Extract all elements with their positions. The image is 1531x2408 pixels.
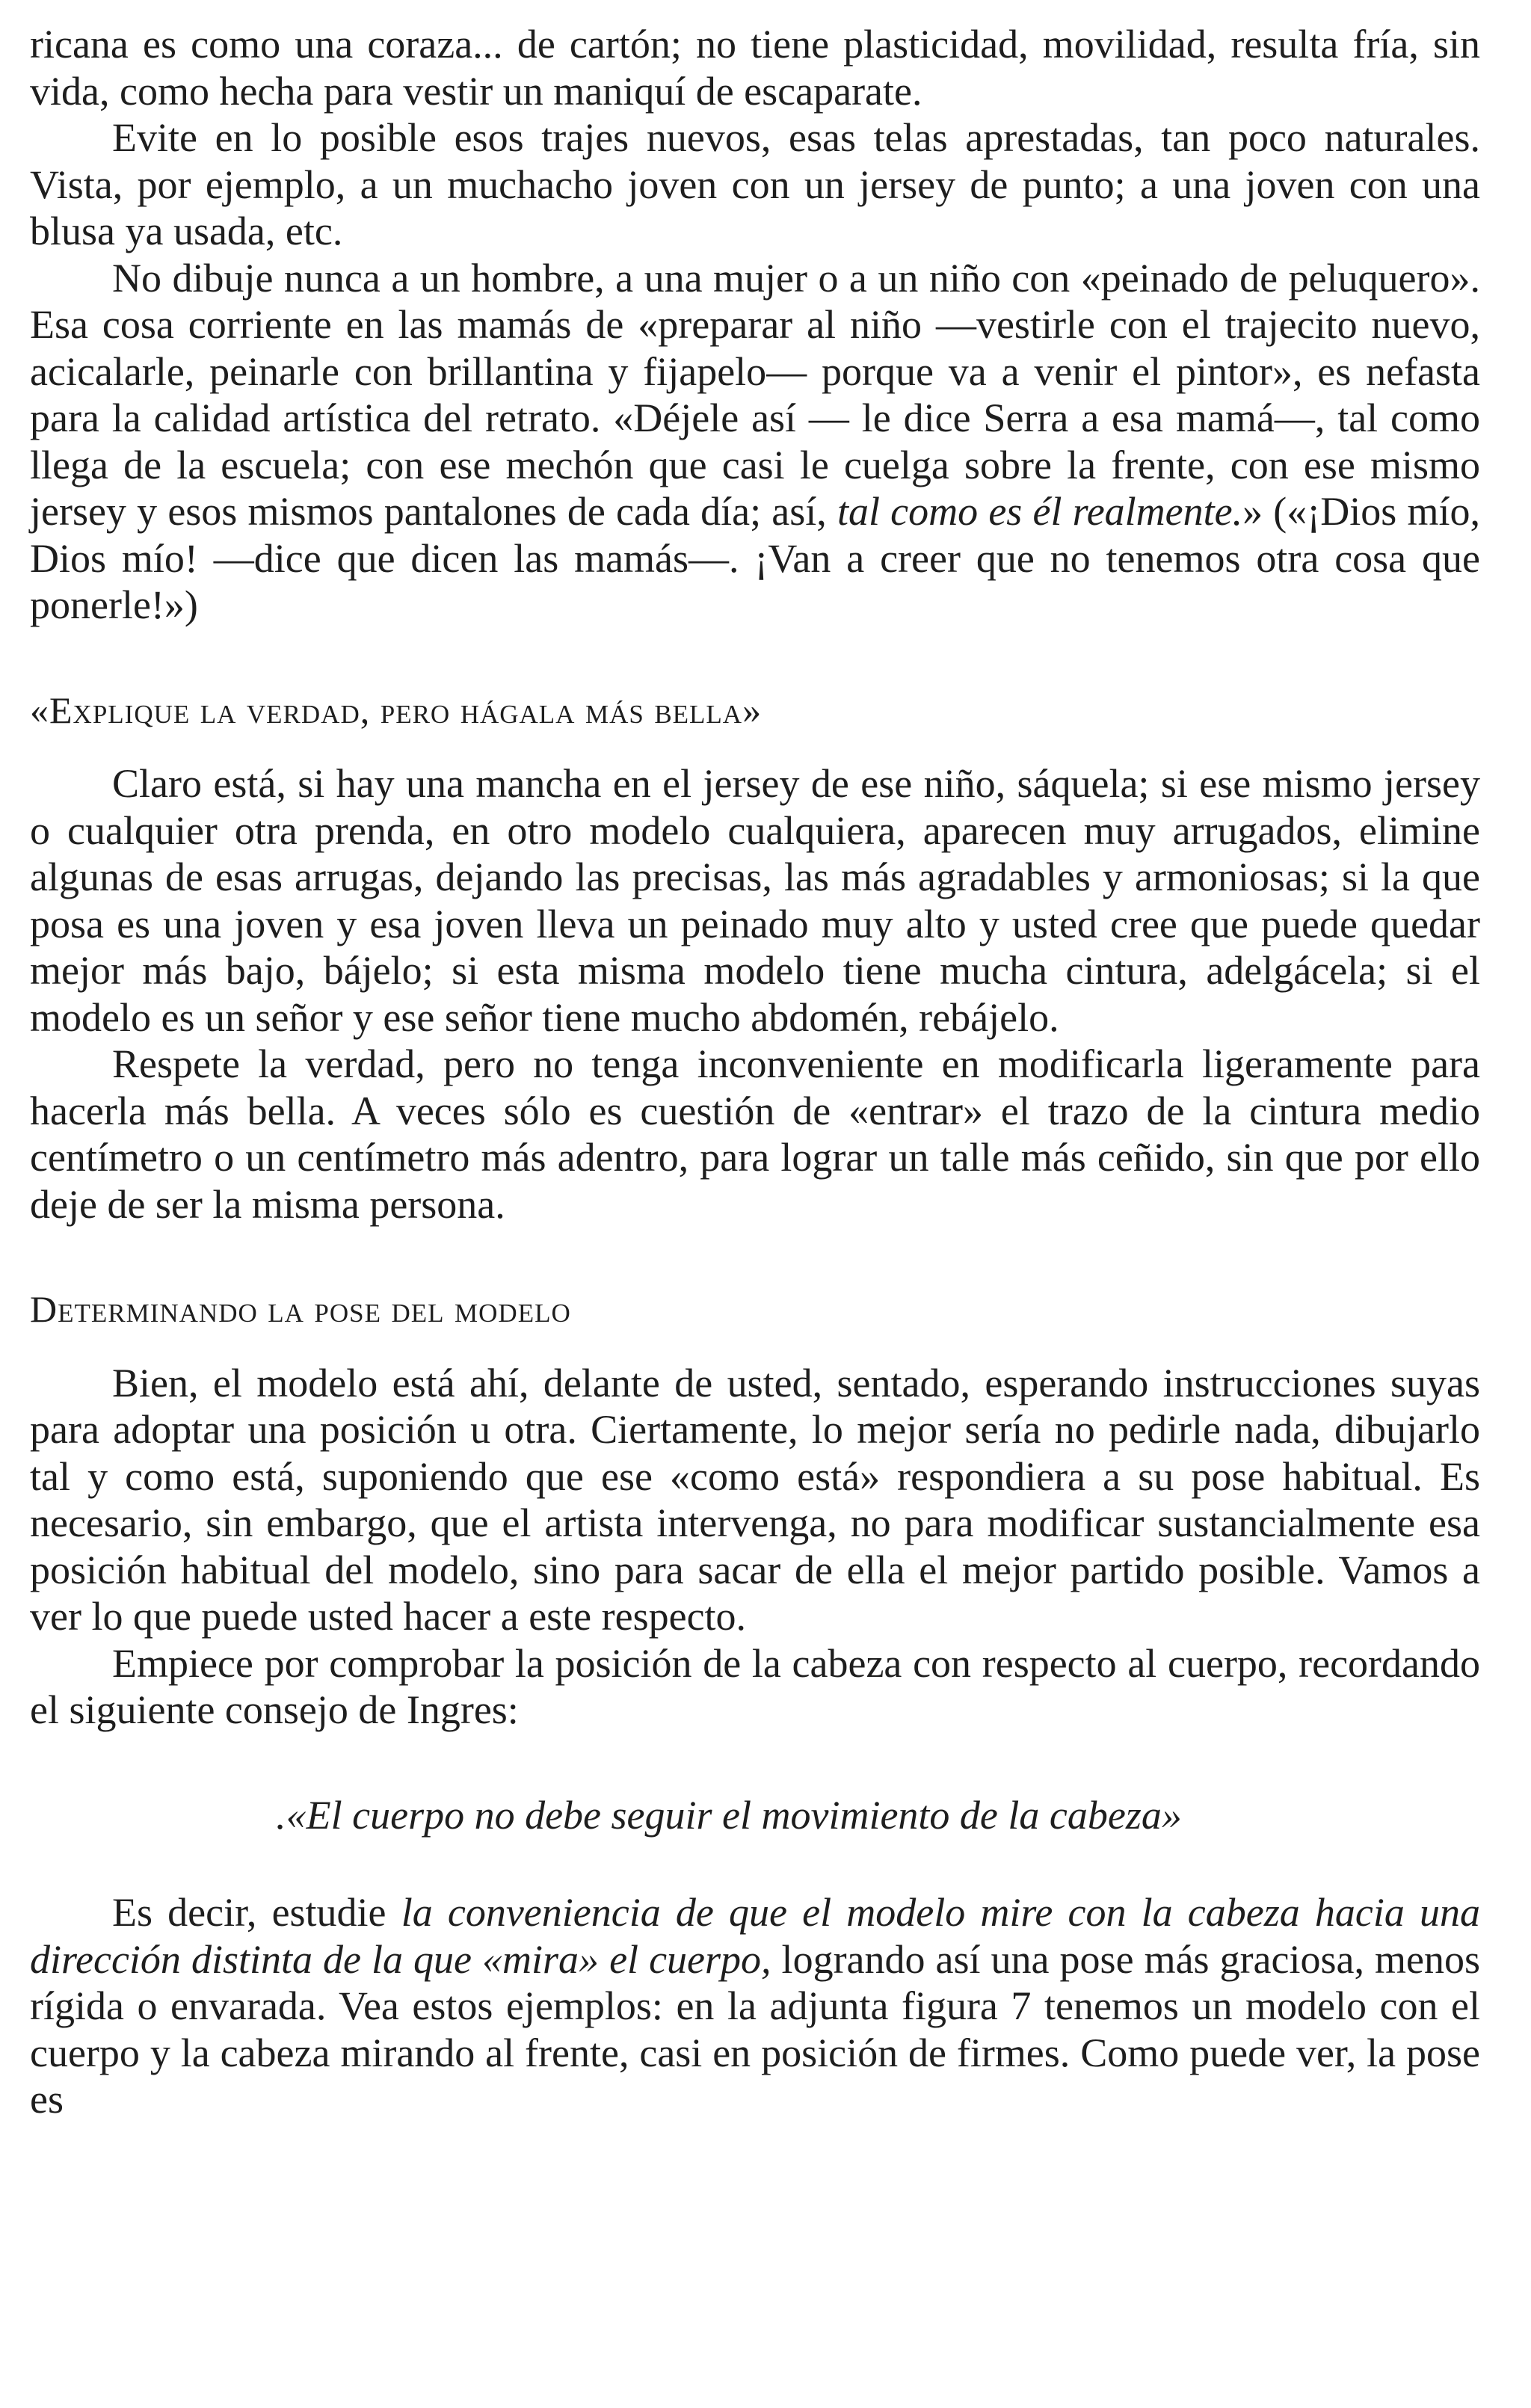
text-block-conclusion [30,1889,1480,2123]
text-run: ricana es como una coraza... de cartón; no tiene plasticidad, movilidad, resulta fría, sin vida, como hecha para vestir un maniquí de escaparate. [30,22,1480,114]
paragraph [30,255,1480,629]
text-block-explique [30,760,1480,1228]
text-run: Es decir, estudie [112,1890,401,1935]
text-run: Claro está, si hay una mancha en el jersey de ese niño, sáquela; si ese mismo jersey o cualquier otra prenda, en otro modelo cualquiera, aparecen muy arrugados, elimine algunas de esas arrugas, dejando las precisas, las más agradables y armoniosas; si la que posa es una joven y esa joven lleva un peinado muy alto y usted cree que puede quedar mejor más bajo, bájelo; si esta misma modelo tiene mucha cintura, adelgácela; si el modelo es un señor y ese señor tiene mucho abdomén, rebájelo. [30,761,1480,1040]
text-block-intro [30,21,1480,629]
paragraph [30,760,1480,1041]
text-run: Respete la verdad, pero no tenga inconveniente en modificarla ligeramente para hacerla más bella. A veces sólo es cuestión de «entrar» el trazo de la cintura medio centímetro o un centímetro más adentro, para lograr un talle más ceñido, sin que por ello deje de ser la misma persona. [30,1041,1480,1227]
paragraph [30,21,1480,114]
text-run: No dibuje nunca a un hombre, a una mujer o a un niño con «peinado de peluquero». Esa cosa corriente en las mamás de «preparar al niño —vestirle con el trajecito nuevo, acicalarle, peinarle con brillantina y fijapelo— porque va a venir el pintor», es nefasta para la calidad artística del retrato. «Déjele así — le dice Serra a esa mamá—, tal como llega de la escuela; con ese mechón que casi le cuelga sobre la frente, con ese mismo jersey y esos mismos pantalones de cada día; así, [30,255,1480,534]
paragraph [30,1889,1480,2123]
text-run: Bien, el modelo está ahí, delante de usted, sentado, esperando instrucciones suyas para adoptar una posición u otra. Ciertamente, lo mejor sería no pedirle nada, dibujarlo tal y como está, suponiendo que ese «como está» respondiera a su pose habitual. Es necesario, sin embargo, que el artista intervenga, no para modificar sustancialmente esa posición habitual del modelo, sino para sacar de ella el mejor partido posible. Vamos a ver lo que puede usted hacer a este respecto. [30,1360,1480,1639]
section-heading-explique: «Explique la verdad, pero hágala más bella» [30,689,763,731]
section-heading-pose: Determinando la pose del modelo [30,1288,571,1330]
paragraph [30,1360,1480,1640]
text-run: Empiece por comprobar la posición de la cabeza con respecto al cuerpo, recordando el siguiente consejo de Ingres: [30,1640,1480,1732]
ingres-quote: .«El cuerpo no debe seguir el movimiento de la cabeza» [276,1792,1182,1838]
text-block-pose [30,1360,1480,1734]
paragraph [30,114,1480,255]
text-run: » («¡Dios mío, Dios mío! —dice que dicen las mamás—. ¡Van a creer que no tenemos otra cosa que ponerle!») [30,489,1480,627]
paragraph [30,1640,1480,1734]
text-run: Evite en lo posible esos trajes nuevos, esas telas aprestadas, tan poco naturales. Vista, por ejemplo, a un muchacho joven con un jersey de punto; a una joven con una blusa ya usada, etc. [30,115,1480,253]
book-page [30,21,1480,2123]
italic-run: tal como es él realmente. [837,489,1243,534]
italic-run: la conveniencia de que el modelo mire con la cabeza hacia una dirección distinta de la que «mira» el cuerpo, [30,1890,1480,1982]
text-run: logrando así una pose más graciosa, menos rígida o envarada. Vea estos ejemplos: en la adjunta figura 7 tenemos un modelo con el cuerpo y la cabeza mirando al frente, casi en posición de firmes. Como puede ver, la pose es [30,1936,1480,2122]
paragraph [30,1041,1480,1228]
